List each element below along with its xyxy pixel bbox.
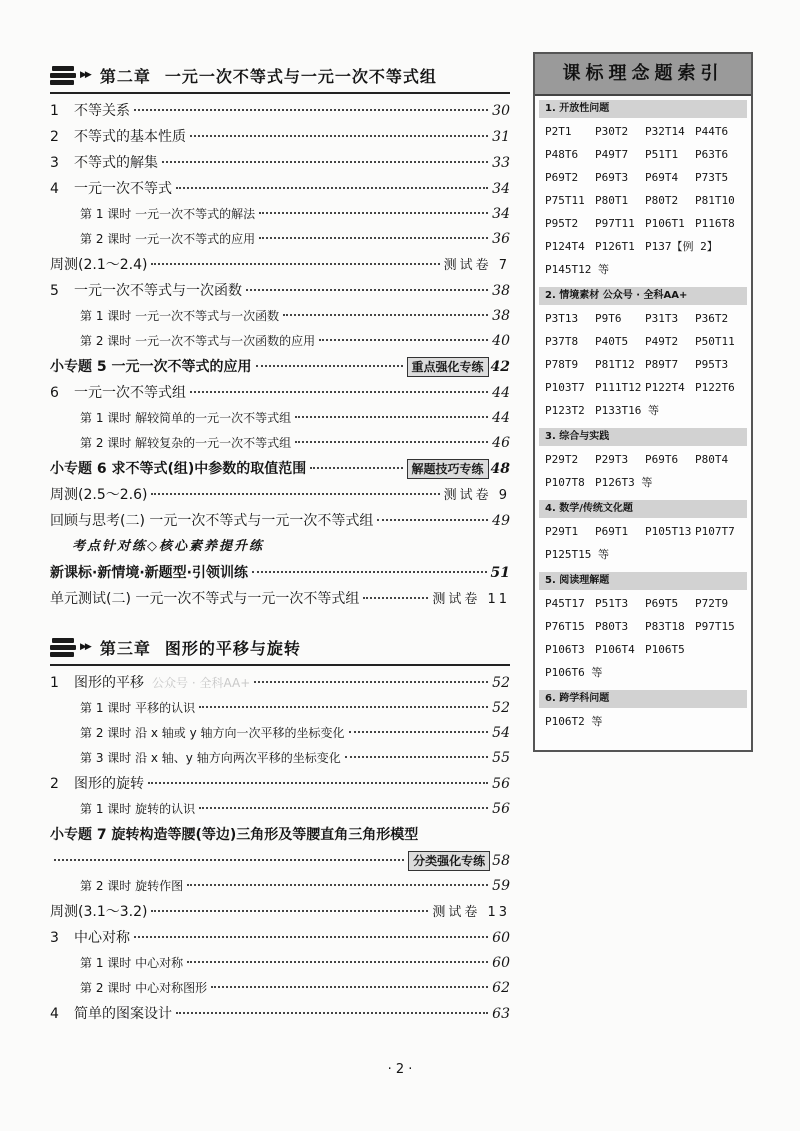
leader-dots: [377, 519, 488, 521]
page-number-ref: 34: [492, 206, 510, 222]
toc-row: [50, 227, 510, 252]
index-item: P89T7: [645, 358, 679, 371]
page-number-ref: 58: [492, 853, 510, 869]
section-number: 1: [50, 675, 59, 691]
index-item: P73T5: [695, 171, 729, 184]
entry-title: 小专题 5 一元一次不等式的应用: [50, 359, 252, 375]
entry-title: 一元一次不等式: [74, 181, 172, 197]
index-item: P51T3: [595, 597, 629, 610]
index-item: P32T14: [645, 125, 685, 138]
toc-row: [50, 696, 510, 721]
leader-dots: [295, 416, 488, 418]
toc-row: [50, 899, 510, 925]
index-item-list: [535, 307, 751, 424]
leader-dots: [187, 961, 488, 963]
entry-title: 一元一次不等式组: [74, 385, 186, 401]
index-item-list: [535, 710, 751, 735]
entry-title: 第 1 课时 中心对称: [80, 956, 184, 970]
double-arrow-icon: ▶▶: [80, 642, 90, 652]
index-item: P80T2: [645, 194, 679, 207]
index-item-list: [535, 120, 751, 283]
toc-row: [50, 431, 510, 456]
page-number-ref: 55: [492, 750, 510, 766]
index-item: P45T17: [545, 597, 585, 610]
index-item: P69T2: [545, 171, 579, 184]
entry-title: 第 3 课时 沿 x 轴、y 轴方向两次平移的坐标变化: [80, 751, 341, 765]
leader-dots: [259, 237, 488, 239]
toc-row: [50, 354, 510, 380]
page-number-ref: 63: [492, 1006, 510, 1022]
entry-title: 周测(2.1～2.4): [50, 257, 148, 273]
index-item: P29T2: [545, 453, 579, 466]
index-item: P40T5: [595, 335, 629, 348]
index-item-list: [535, 448, 751, 496]
index-item: P106T3: [545, 643, 585, 656]
toc-row: [50, 822, 510, 848]
index-item: P76T15: [545, 620, 585, 633]
index-item: P80T4: [695, 453, 729, 466]
index-item: P50T11: [695, 335, 735, 348]
toc-row: [50, 406, 510, 431]
page-number-ref: 59: [492, 878, 510, 894]
toc-row: [50, 746, 510, 771]
section-number: 2: [50, 129, 59, 145]
leader-dots: [176, 187, 488, 189]
chapter-2-entries: [50, 98, 510, 612]
page-number-ref: 60: [492, 930, 510, 946]
chapter-title: 第三章 图形的平移与旋转: [99, 638, 301, 658]
index-item: P107T8: [545, 476, 585, 489]
toc-row: [50, 176, 510, 202]
index-section-heading: 3. 综合与实践: [539, 428, 747, 446]
toc-row: [50, 951, 510, 976]
entry-title: 周测(3.1～3.2): [50, 904, 148, 920]
index-section-heading: 4. 数学/传统文化题: [539, 500, 747, 518]
index-item: P137【例 2】: [645, 240, 718, 253]
leader-dots: [176, 1012, 488, 1014]
index-item: P97T15: [695, 620, 735, 633]
leader-dots: [134, 936, 488, 938]
entry-title: 图形的旋转: [74, 776, 144, 792]
page-number-ref: 30: [492, 103, 510, 119]
index-section-heading: 6. 跨学科问题: [539, 690, 747, 708]
entry-title: 回顾与思考(二) 一元一次不等式与一元一次不等式组: [50, 513, 374, 529]
toc-row: [50, 670, 510, 696]
double-arrow-icon: ▶▶: [80, 70, 90, 80]
leader-dots: [295, 441, 488, 443]
index-section-heading: 5. 阅读理解题: [539, 572, 747, 590]
index-item: P29T1: [545, 525, 579, 538]
entry-title: 第 2 课时 一元一次不等式的应用: [80, 232, 256, 246]
index-item: P69T1: [595, 525, 629, 538]
index-item: P29T3: [595, 453, 629, 466]
entry-title: 新课标·新情境·新题型·引领训练: [50, 565, 248, 581]
leader-dots: [259, 212, 488, 214]
index-item: P126T3 等: [595, 476, 653, 489]
index-item: P103T7: [545, 381, 585, 394]
entry-title: 小专题 7 旋转构造等腰(等边)三角形及等腰直角三角形模型: [50, 827, 419, 843]
section-number: 4: [50, 1006, 59, 1022]
entry-title: 简单的图案设计: [74, 1006, 172, 1022]
page-number-ref: 56: [492, 801, 510, 817]
page-number-ref: 44: [492, 385, 510, 401]
index-item: P125T15 等: [545, 548, 609, 561]
index-item: P49T7: [595, 148, 629, 161]
toc-row: [50, 874, 510, 899]
index-item: P9T6: [595, 312, 622, 325]
index-item: P106T1: [645, 217, 685, 230]
chapter-3-header: [50, 630, 510, 666]
index-item: P63T6: [695, 148, 729, 161]
index-section-heading: 1. 开放性问题: [539, 100, 747, 118]
page-number-ref: 51: [490, 565, 510, 581]
chapter-title: 第二章 一元一次不等式与一元一次不等式组: [99, 66, 437, 86]
index-item: P145T12 等: [545, 263, 609, 276]
leader-dots: [363, 597, 428, 599]
test-paper-ref: 测试卷 9: [443, 488, 510, 503]
index-item: P106T5: [645, 643, 685, 656]
practice-tag: 分类强化专练: [408, 851, 490, 871]
page-number-ref: 31: [492, 129, 510, 145]
page-number-ref: 48: [490, 461, 510, 477]
toc-row: [50, 560, 510, 586]
toc-row: [50, 797, 510, 822]
index-item-list: [535, 520, 751, 568]
section-number: 4: [50, 181, 59, 197]
index-section-heading: 2. 情境素材 公众号 · 全科AA+: [539, 287, 747, 305]
toc-row: [50, 380, 510, 406]
toc-row: [50, 848, 510, 874]
index-item: P95T2: [545, 217, 579, 230]
page-number-ref: 42: [490, 359, 510, 375]
page-number-ref: 44: [492, 410, 510, 426]
toc-row: [50, 482, 510, 508]
leader-dots: [187, 884, 488, 886]
entry-title: 考点针对练◇核心素养提升练: [72, 539, 264, 554]
toc-row: [50, 278, 510, 304]
index-item: P95T3: [695, 358, 729, 371]
leader-dots: [349, 731, 489, 733]
entry-title: 第 1 课时 平移的认识: [80, 701, 196, 715]
entry-title: 第 2 课时 中心对称图形: [80, 981, 208, 995]
index-item: P126T1: [595, 240, 635, 253]
page-number-ref: 56: [492, 776, 510, 792]
toc-row: [50, 586, 510, 612]
leader-dots: [54, 859, 404, 861]
index-item: P111T12: [595, 381, 642, 394]
entry-title: 图形的平移: [74, 675, 144, 691]
index-item-list: [535, 592, 751, 686]
leader-dots: [148, 782, 488, 784]
index-item: P2T1: [545, 125, 572, 138]
index-item: P37T8: [545, 335, 579, 348]
leader-dots: [151, 493, 439, 495]
index-sections: [535, 100, 751, 735]
index-item: P123T2: [545, 404, 585, 417]
page-number: · 2 ·: [387, 1062, 413, 1077]
page-number-ref: 38: [492, 283, 510, 299]
index-item: P81T12: [595, 358, 635, 371]
page-number-ref: 36: [492, 231, 510, 247]
entry-title: 不等式的基本性质: [74, 129, 186, 145]
index-item: P81T10: [695, 194, 735, 207]
page-number-ref: 40: [492, 333, 510, 349]
leader-dots: [211, 986, 488, 988]
section-number: 6: [50, 385, 59, 401]
index-item: P80T1: [595, 194, 629, 207]
toc-row: [50, 721, 510, 746]
leader-dots: [134, 109, 488, 111]
leader-dots: [199, 706, 488, 708]
page-number-ref: 62: [492, 980, 510, 996]
index-item: P107T7: [695, 525, 735, 538]
entry-title: 第 1 课时 一元一次不等式的解法: [80, 207, 256, 221]
practice-tag: 解题技巧专练: [407, 459, 489, 479]
leader-dots: [310, 467, 402, 469]
entry-title: 第 1 课时 一元一次不等式与一次函数: [80, 309, 280, 323]
leader-dots: [252, 571, 487, 573]
index-item: P106T2 等: [545, 715, 603, 728]
index-item: P69T6: [645, 453, 679, 466]
page-number-ref: 38: [492, 308, 510, 324]
index-item: P124T4: [545, 240, 585, 253]
toc-row: [50, 304, 510, 329]
entry-title: 小专题 6 求不等式(组)中参数的取值范围: [50, 461, 307, 477]
entry-title: 第 2 课时 旋转作图: [80, 879, 184, 893]
entry-title: 不等式的解集: [74, 155, 158, 171]
chapter-2-header: [50, 58, 510, 94]
index-item: P83T18: [645, 620, 685, 633]
index-item: P69T5: [645, 597, 679, 610]
index-item: P51T1: [645, 148, 679, 161]
leader-dots: [162, 161, 488, 163]
index-item: P122T6: [695, 381, 735, 394]
index-item: P105T13: [645, 525, 692, 538]
index-item: P133T16 等: [595, 404, 659, 417]
index-item: P116T8: [695, 217, 735, 230]
leader-dots: [151, 910, 428, 912]
entry-title: 第 1 课时 旋转的认识: [80, 802, 196, 816]
leader-dots: [319, 339, 488, 341]
section-number: 5: [50, 283, 59, 299]
toc-row: [50, 202, 510, 227]
entry-title: 中心对称: [74, 930, 130, 946]
index-title: 课标理念题索引: [535, 54, 751, 96]
index-item: P30T2: [595, 125, 629, 138]
page-number-ref: 34: [492, 181, 510, 197]
toc-row: [50, 98, 510, 124]
index-item: P69T4: [645, 171, 679, 184]
entry-title: 一元一次不等式与一次函数: [74, 283, 242, 299]
index-item: P36T2: [695, 312, 729, 325]
index-item: P106T6 等: [545, 666, 603, 679]
leader-dots: [199, 807, 488, 809]
page-number-ref: 52: [492, 700, 510, 716]
page-number-ref: 54: [492, 725, 510, 741]
page-number-ref: 33: [492, 155, 510, 171]
page-number-ref: 60: [492, 955, 510, 971]
entry-title: 不等关系: [74, 103, 130, 119]
test-paper-ref: 测试卷 7: [443, 258, 510, 273]
section-number: 3: [50, 155, 59, 171]
index-panel: [533, 52, 753, 752]
watermark-text: 公众号 · 全科AA+: [152, 676, 251, 690]
index-item: P3T13: [545, 312, 579, 325]
chapter-3-entries: [50, 670, 510, 1027]
leader-dots: [256, 365, 403, 367]
toc-row: [50, 252, 510, 278]
book-stack-icon: [50, 637, 76, 657]
entry-title: 第 2 课时 一元一次不等式与一次函数的应用: [80, 334, 316, 348]
index-item: P97T11: [595, 217, 635, 230]
section-number: 3: [50, 930, 59, 946]
leader-dots: [283, 314, 488, 316]
index-item: P122T4: [645, 381, 685, 394]
index-item: P106T4: [595, 643, 635, 656]
toc-row: [50, 976, 510, 1001]
entry-title: 第 2 课时 沿 x 轴或 y 轴方向一次平移的坐标变化: [80, 726, 345, 740]
toc-row: [50, 1001, 510, 1027]
entry-title: 第 1 课时 解较简单的一元一次不等式组: [80, 411, 292, 425]
index-item: P31T3: [645, 312, 679, 325]
entry-title: 第 2 课时 解较复杂的一元一次不等式组: [80, 436, 292, 450]
leader-dots: [246, 289, 488, 291]
table-of-contents: [50, 58, 510, 1027]
leader-dots: [190, 391, 488, 393]
section-number: 2: [50, 776, 59, 792]
page-number-ref: 46: [492, 435, 510, 451]
toc-row: [50, 534, 510, 560]
index-item: P48T6: [545, 148, 579, 161]
entry-title: 周测(2.5～2.6): [50, 487, 148, 503]
toc-row: [50, 925, 510, 951]
practice-tag: 重点强化专练: [407, 357, 489, 377]
leader-dots: [190, 135, 488, 137]
toc-row: [50, 508, 510, 534]
leader-dots: [345, 756, 488, 758]
section-number: 1: [50, 103, 59, 119]
index-item: P44T6: [695, 125, 729, 138]
index-item: P80T3: [595, 620, 629, 633]
toc-row: [50, 771, 510, 797]
test-paper-ref: 测试卷 11: [432, 592, 510, 607]
toc-row: [50, 124, 510, 150]
toc-row: [50, 150, 510, 176]
page-number-ref: 49: [492, 513, 510, 529]
index-item: P49T2: [645, 335, 679, 348]
toc-row: [50, 329, 510, 354]
leader-dots: [254, 681, 488, 683]
book-stack-icon: [50, 65, 76, 85]
toc-row: [50, 456, 510, 482]
test-paper-ref: 测试卷 13: [432, 905, 510, 920]
index-item: P75T11: [545, 194, 585, 207]
index-item: P69T3: [595, 171, 629, 184]
index-item: P72T9: [695, 597, 729, 610]
entry-title: 单元测试(二) 一元一次不等式与一元一次不等式组: [50, 591, 360, 607]
index-item: P78T9: [545, 358, 579, 371]
page-number-ref: 52: [492, 675, 510, 691]
leader-dots: [151, 263, 439, 265]
